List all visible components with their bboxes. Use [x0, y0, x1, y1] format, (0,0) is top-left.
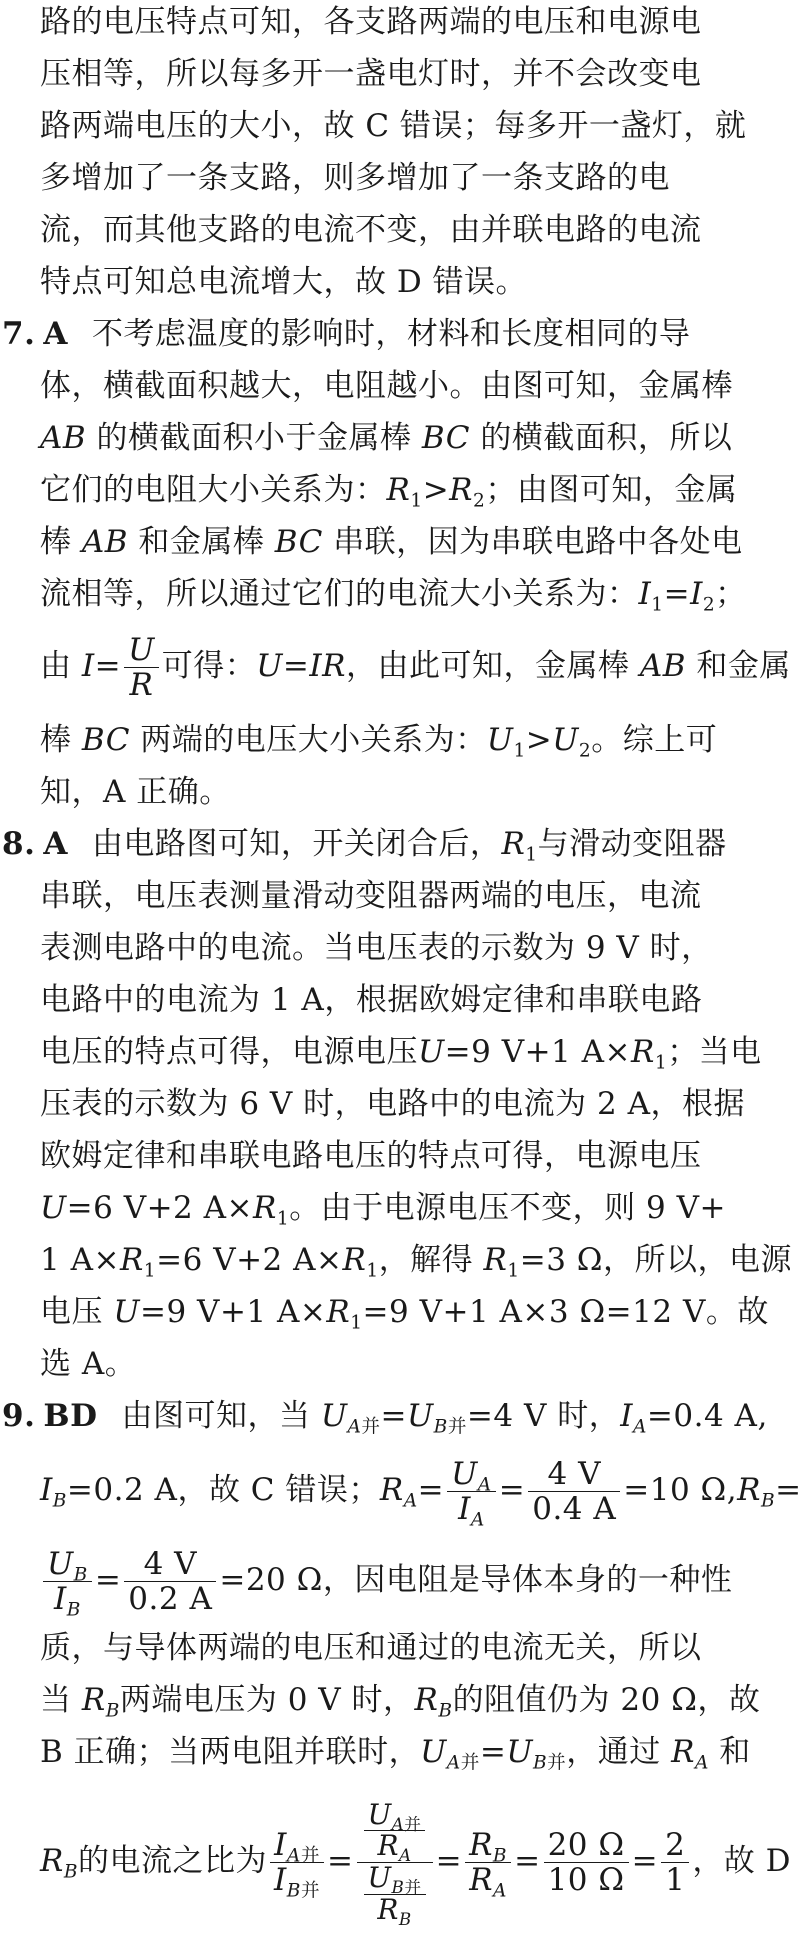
text-line [40, 1240, 792, 1282]
text-line: 路的电压特点可知，各支路两端的电压和电源电 [40, 4, 702, 40]
text-line [40, 1292, 769, 1334]
text: 它们的电阻大小关系为： [40, 472, 387, 508]
text-line: 选 A。 [40, 1346, 137, 1382]
text-line: 路两端电压的大小，故 C 错误；每多开一盏灯，就 [40, 108, 747, 144]
text: 由图可知，当 [121, 1398, 311, 1434]
text: 的横截面积，所以 [480, 420, 733, 456]
text-line: 体，横截面积越大，电阻越小。由图可知，金属棒 [40, 368, 733, 404]
text: ，由此可知，金属棒 [345, 648, 630, 684]
question-number: 9. [2, 1398, 36, 1434]
math-expression: $\frac{I_{A并}}{I_{B并}}$ = $\frac{\frac{U_{A并}}{R_A}}{\frac{U_{B并}}{R_B}}$ = $\frac{R_B}{R_A}$ = $\frac{20 \Omega}{10 \Omega}$ = $\frac{2}{1}$ [267, 1843, 692, 1879]
text-line: 知，A 正确。 [40, 774, 231, 810]
math-expression: $\frac{U_B}{I_B}$ = $\frac{4 V}{0.2 A}$ =20 Ω [40, 1562, 323, 1598]
text-line: 当 $R_B$两端电压为 0 V 时，$R_B$的阻值仍为 20 Ω，故 [40, 1682, 761, 1722]
text-line [40, 1450, 802, 1531]
math-expression: $I_1=I_2$ [638, 576, 716, 616]
math-expression: $U_{A并}=U_{B并}=4$ V [320, 1398, 547, 1438]
text-line: 电路中的电流为 1 A，根据欧姆定律和串联电路 [40, 982, 703, 1018]
text: 时， [557, 1398, 621, 1434]
question-number: 7. [2, 316, 36, 352]
text: ；由图可知，金属 [485, 472, 738, 508]
answer-label: A [43, 316, 68, 352]
math: AB [40, 420, 87, 456]
text: 。由于电源电压不变，则 9 V+ [289, 1190, 726, 1226]
text: ，故 D [692, 1843, 792, 1879]
text: 电压 [40, 1294, 103, 1330]
text: 和金属棒 [138, 524, 265, 560]
text: 与滑动变阻器 [537, 826, 727, 862]
answer-label: A [43, 826, 68, 862]
text-line: 压相等，所以每多开一盏电灯时，并不会改变电 [40, 56, 702, 92]
text: 由 [40, 648, 72, 684]
text: 两端的电压大小关系为： [140, 722, 487, 758]
text-line: B 正确；当两电阻并联时，$U_{A并}=U_{B并}$，通过 $R_A$ 和 [40, 1734, 751, 1774]
math-expression: $R_1>R_2$ [386, 472, 486, 512]
text-line [40, 418, 733, 458]
text-line: 流相等，所以通过它们的电流大小关系为：$I_1=I_2$； [40, 576, 747, 616]
question-7-line [2, 314, 695, 354]
math-expression: 1 $A\times R_1=6$ V+2 $A\times R_1$ [40, 1242, 379, 1282]
text: 的阻值仍为 20 Ω，故 [452, 1682, 761, 1718]
text-line: 特点可知总电流增大，故 D 错误。 [40, 264, 528, 300]
text: 串联，因为串联电路中各处电 [333, 524, 743, 560]
math-expression: $I_A=0.4$ A, [620, 1398, 768, 1438]
text: 流相等，所以通过它们的电流大小关系为： [40, 576, 639, 612]
text-line [40, 1032, 762, 1074]
text-line: 表测电路中的电流。当电压表的示数为 9 V 时， [40, 930, 713, 966]
text: 棒 [40, 722, 72, 758]
question-9-line [2, 1396, 768, 1438]
math-expression: $I_B=0.2$ A [40, 1472, 178, 1512]
math-expression: U=9 V+1 $A\times R_1=9$ V+1 A×3 Ω=12 V [113, 1294, 706, 1334]
text: 。故 [705, 1294, 769, 1330]
answer-label: BD [43, 1398, 98, 1434]
text-line: 质，与导体两端的电压和通过的电流无关，所以 [40, 1630, 702, 1666]
math-expression: $R_1=3$ Ω [483, 1242, 603, 1282]
math-expression: $U_{A并}=U_{B并}$ [420, 1734, 567, 1774]
text-line: $R_B$的电流之比为 $\frac{I_{A并}}{I_{B并}}$ = $\frac{\frac{U_{A并}}{R_A}}{\frac{U_{B并}}{R_B}}$ = $\frac{R_B}{R_A}$ = $\frac{20 \Omega}{10 \Omega}$ = $\frac{2}{1}$ ，故 D [40, 1797, 792, 1929]
text: 的电流之比为 [78, 1843, 268, 1879]
text: 棒 [40, 524, 72, 560]
text: 和金属 [696, 648, 791, 684]
text: ，因电阻是导体本身的一种性 [322, 1562, 733, 1598]
text-line: 压表的示数为 6 V 时，电路中的电流为 2 A，根据 [40, 1086, 745, 1122]
text-line: 棒 AB 和金属棒 BC 串联，因为串联电路中各处电 [40, 524, 743, 560]
text-line: 棒 BC 两端的电压大小关系为：$U_1>U_2$。综上可 [40, 722, 718, 762]
text: 可得： [161, 648, 257, 684]
text-line: 流，而其他支路的电流不变，由并联电路的电流 [40, 212, 702, 248]
text: 当 [40, 1682, 72, 1718]
text: ，故 C 错误； [177, 1472, 380, 1508]
text: 和 [719, 1734, 751, 1770]
text-line: 串联，电压表测量滑动变阻器两端的电压，电流 [40, 878, 702, 914]
text-line: 多增加了一条支路，则多增加了一条支路的电 [40, 160, 670, 196]
text-line [40, 470, 738, 512]
math: BC [421, 420, 470, 456]
text: 的横截面积小于金属棒 [96, 420, 412, 456]
text-line [40, 1188, 726, 1230]
math-expression: U=IR [256, 648, 346, 684]
text-line [40, 1540, 733, 1621]
text: ，通过 [566, 1734, 661, 1770]
text: ，解得 [378, 1242, 474, 1278]
fraction: $\frac{U}{R}$ [124, 633, 159, 702]
text: ；当电 [667, 1034, 762, 1070]
text: B 正确；当两电阻并联时， [40, 1734, 421, 1770]
question-number: 8. [2, 826, 36, 862]
text: 由电路图可知，开关闭合后， [91, 826, 502, 862]
text: 。综上可 [591, 722, 718, 758]
math-expression: $U_1>U_2$ [486, 722, 592, 762]
question-8-line: 8. A 由电路图可知，开关闭合后，$R_1$与滑动变阻器 [2, 826, 727, 866]
text-line: 由 I= $\frac{U}{R}$ 可得：U=IR，由此可知，金属棒 AB 和金属 [40, 631, 791, 703]
text: ，所以，电源 [603, 1242, 792, 1278]
text: 电压的特点可得，电源电压 [40, 1034, 418, 1070]
math-expression: U=9 V+1 $A\times R_1$ [418, 1034, 668, 1074]
text: 不考虑温度的影响时，材料和长度相同的导 [91, 316, 691, 352]
math-expression: U=6 V+2 $A\times R_1$ [40, 1190, 290, 1230]
text-line: 欧姆定律和串联电路电压的特点可得，电源电压 [40, 1138, 702, 1174]
math-expression: $R_A=$ $\frac{U_A}{I_A}$ = $\frac{4 V}{0.4 A}$ =10 $\Omega,R_B=$ [379, 1455, 802, 1531]
text: 两端电压为 0 V 时， [119, 1682, 415, 1718]
